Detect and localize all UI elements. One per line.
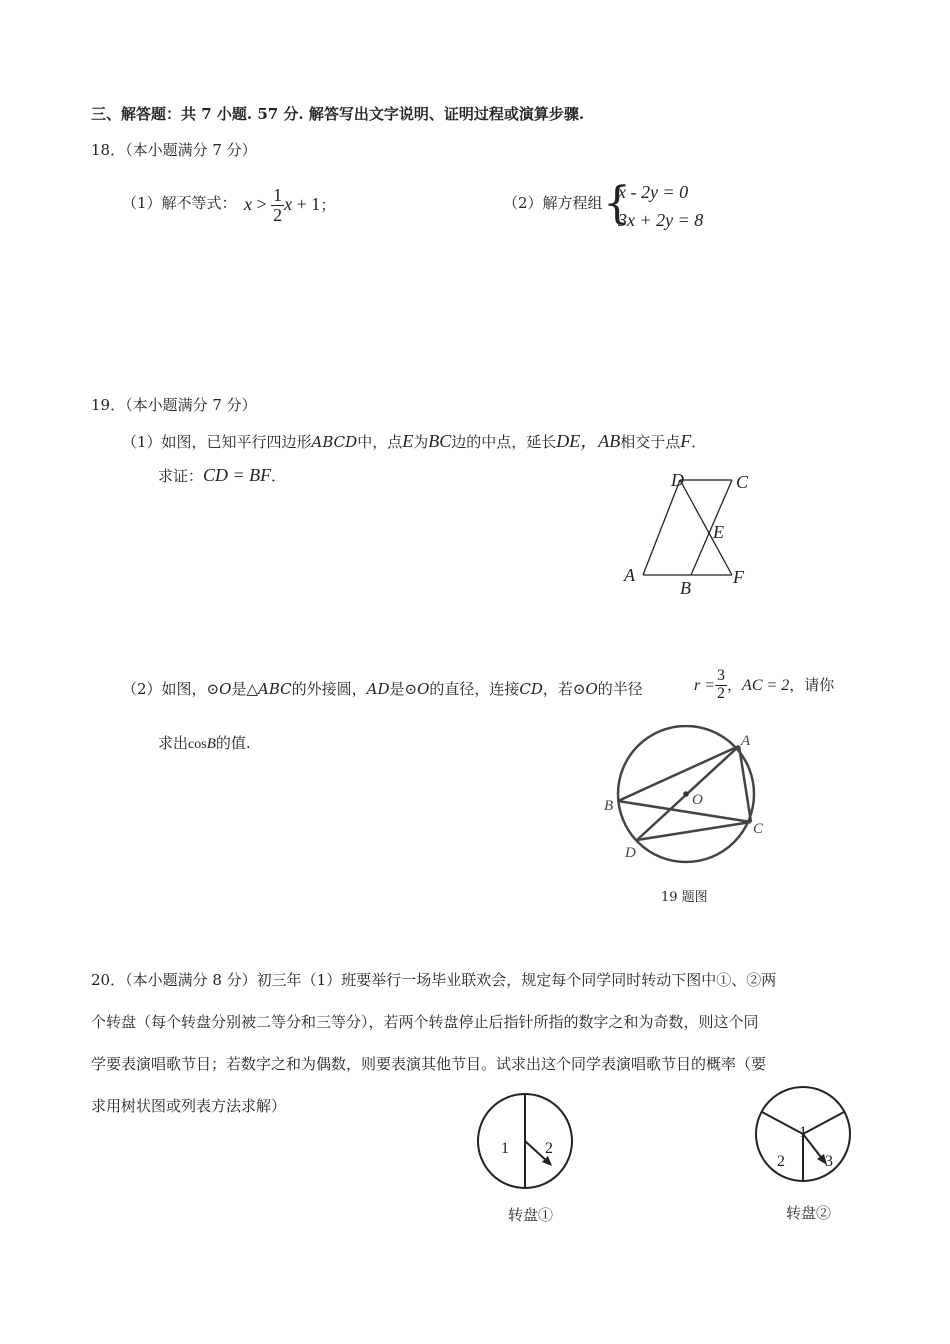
q19-p2-o2: O <box>417 680 430 698</box>
q20-line4: 求用树状图或列表方法求解） <box>91 1097 287 1115</box>
ineq-gt: > <box>252 193 272 214</box>
spinner-1-num2: 2 <box>545 1140 553 1157</box>
p2-line2b: 的值. <box>215 734 251 752</box>
c-label-c: C <box>753 821 764 837</box>
cos-fn: cos <box>188 737 207 752</box>
q19-p2-a: （2）如图，⊙ <box>122 680 220 698</box>
section-header: 三、解答题：共 7 小题. 57 分. 解答写出文字说明、证明过程或演算步骤. <box>91 105 585 123</box>
system-eq1: x - 2y = 0 <box>618 182 689 202</box>
c-label-o: O <box>692 792 703 808</box>
label-a: A <box>624 565 635 585</box>
q19-p2-c: 的外接圆， <box>291 680 367 698</box>
q19-p2-o1: O <box>219 680 232 698</box>
q19-p2-cd: CD <box>519 680 543 698</box>
cos-b: B <box>206 736 216 752</box>
fig19-caption: 19 题图 <box>661 890 708 905</box>
q19-title: 19．（本小题满分 7 分） <box>91 396 257 414</box>
q19-p1-deab: DE，AB <box>556 431 621 451</box>
q19-p1-ftext: 相交于点 <box>620 433 681 451</box>
radius-r: r = <box>694 676 716 694</box>
spinner-2-caption: 转盘② <box>786 1204 832 1222</box>
ineq-x2: x <box>284 193 293 214</box>
circle-figure <box>598 725 768 870</box>
q19-p1-bc: BC <box>428 431 452 451</box>
q19-p1-end: ． <box>691 433 707 451</box>
chord-bc <box>618 801 751 822</box>
q19-p2-g: 的半径 <box>597 680 643 698</box>
q18-part2-label: （2）解方程组 <box>503 194 603 212</box>
ineq-semicolon: ； <box>320 195 336 214</box>
q19-p1-c: 为 <box>413 433 429 451</box>
radius-den: 2 <box>717 684 726 702</box>
side-ad <box>643 480 680 575</box>
parallelogram-figure <box>615 462 765 602</box>
q20-line1: 20．（本小题满分 8 分）初三年（1）班要举行一场毕业联欢会，规定每个同学同时转动下图中①、②两 <box>91 971 777 989</box>
label-e: E <box>713 522 724 542</box>
q19-p2-o3: O <box>585 680 598 698</box>
ac-eq: AC = 2 <box>742 676 790 694</box>
ineq-plus: + 1 <box>292 193 321 214</box>
system-brace: { <box>603 178 631 229</box>
label-f: F <box>733 567 744 587</box>
q19-p1-e: E <box>402 431 414 451</box>
chord-ac <box>739 746 751 822</box>
q18-part1-label: （1）解不等式： <box>122 194 237 212</box>
spinner-2-num3: 3 <box>825 1153 833 1170</box>
q19-p1-d: 边的中点，延长 <box>451 433 557 451</box>
q19-p2-d: 是⊙ <box>389 680 418 698</box>
q19-p1-b: 中，点 <box>357 433 403 451</box>
q19-radius-expr <box>694 668 834 703</box>
c-label-d: D <box>625 845 636 861</box>
prove-eq: CD = BF <box>203 465 272 485</box>
c-label-b: B <box>604 798 614 814</box>
chord-ba <box>618 746 739 801</box>
q19-part2-text <box>122 678 643 699</box>
prove-label: 求证： <box>158 467 204 485</box>
radius-num: 3 <box>717 667 726 684</box>
radius-fraction <box>715 668 727 703</box>
q19-part2-line2 <box>158 732 251 753</box>
q19-part1-text <box>122 427 706 453</box>
spinner-2-divider-left <box>762 1112 803 1134</box>
system-eq2: 3x + 2y = 8 <box>618 210 704 230</box>
spinner-1-num1: 1 <box>501 1140 509 1157</box>
label-d: D <box>671 470 684 490</box>
ineq-den: 2 <box>273 204 283 225</box>
p2-line2a: 求出 <box>158 734 189 752</box>
side-cb <box>691 480 732 575</box>
q19-p2-b: 是△ <box>231 680 258 698</box>
q19-p1-abcd: ABCD <box>311 433 358 451</box>
spinner-2-num1: 1 <box>799 1124 807 1141</box>
prove-end: ． <box>271 467 287 485</box>
line-df <box>680 480 732 575</box>
spinner-2 <box>752 1083 856 1187</box>
q20-line2: 个转盘（每个转盘分别被二等分和三等分），若两个转盘停止后指针所指的数字之和为奇数，则这个同 <box>91 1013 759 1031</box>
q19-prove <box>158 465 286 486</box>
q20-line3: 学要表演唱歌节目；若数字之和为偶数，则要表演其他节目。试求出这个同学表演唱歌节目的概率（要 <box>91 1055 767 1073</box>
spinner-2-divider-right <box>803 1112 844 1134</box>
q19-p2-abc: ABC <box>257 680 292 698</box>
q19-p1-f: F <box>680 431 692 451</box>
spinner-1 <box>474 1090 578 1194</box>
q19-p2-f: ，若⊙ <box>542 680 586 698</box>
q19-p1-a: （1）如图，已知平行四边形 <box>122 433 312 451</box>
ineq-fraction <box>271 186 284 225</box>
label-c: C <box>736 472 749 492</box>
q19-p2-e: 的直径，连接 <box>429 680 520 698</box>
q18-inequality <box>244 186 335 225</box>
c-label-a: A <box>741 733 751 749</box>
center-point <box>683 791 689 797</box>
label-b: B <box>680 578 691 598</box>
q19-p2-i: ，请你 <box>789 675 835 694</box>
radius-comma: ， <box>727 675 743 694</box>
spinner-1-caption: 转盘① <box>508 1206 554 1224</box>
ineq-num: 1 <box>273 185 283 205</box>
spinner-2-num2: 2 <box>777 1153 785 1170</box>
q18-title: 18．（本小题满分 7 分） <box>91 141 257 159</box>
q19-p2-ad: AD <box>366 680 390 698</box>
ineq-x: x <box>244 193 252 214</box>
